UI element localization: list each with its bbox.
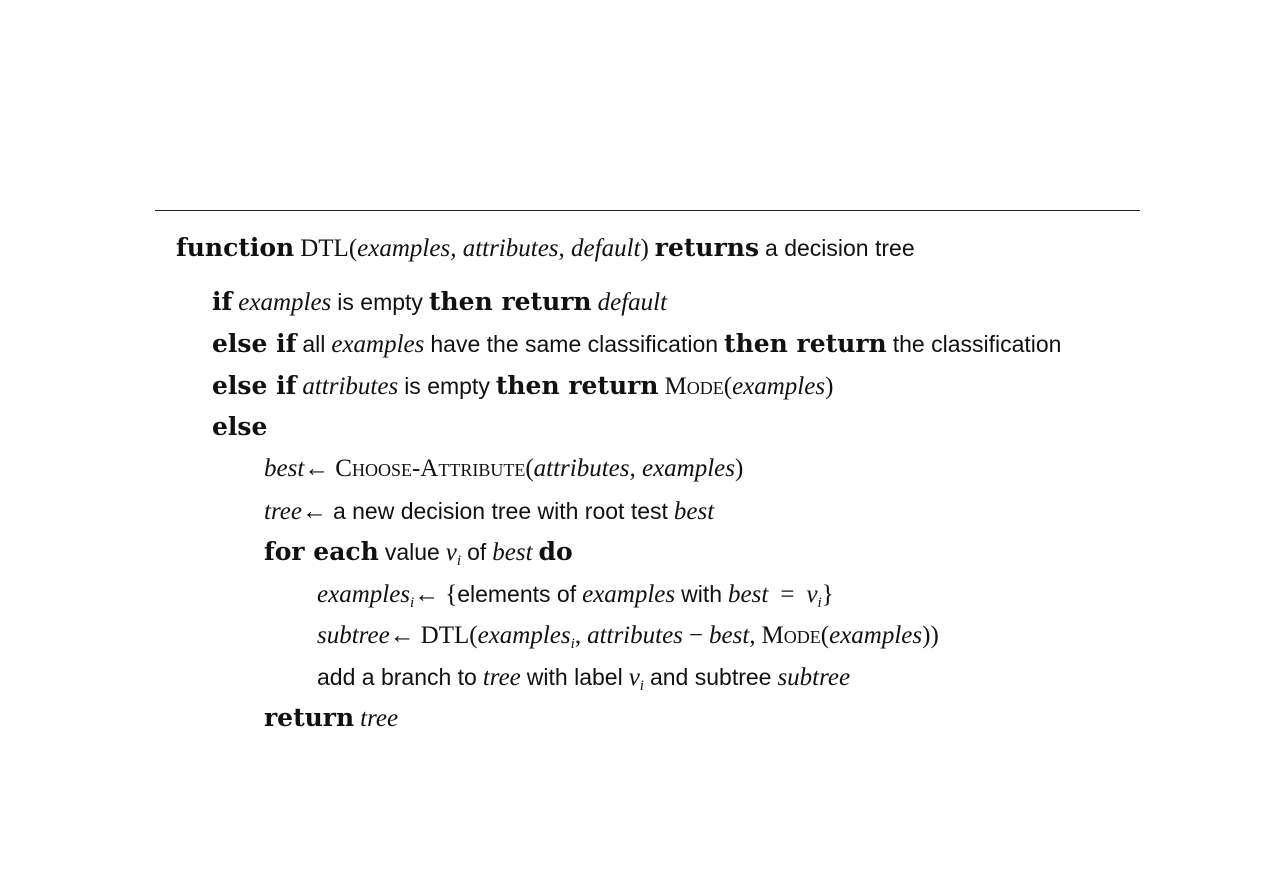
subscript-i: i — [817, 595, 822, 611]
top-rule — [155, 210, 1140, 211]
keyword-else: else — [212, 412, 268, 441]
function-mode: Mode — [664, 373, 724, 400]
function-args: examples, attributes, default — [357, 235, 641, 262]
call-args: attributes, examples — [533, 455, 736, 482]
paren-close: ) — [735, 455, 744, 482]
var-subtree: subtree — [777, 664, 851, 691]
var-examples: examples — [829, 622, 923, 649]
paren-open: ( — [723, 373, 733, 400]
line-examples-i — [317, 579, 834, 618]
text-all: all — [302, 331, 326, 357]
text-elements-of: elements of — [457, 581, 577, 607]
keyword-then-return: then return — [724, 329, 887, 358]
keyword-function: function — [176, 233, 295, 262]
text-the-classification: the classification — [892, 331, 1062, 357]
var-v: v — [445, 539, 457, 566]
paren-close: )) — [922, 622, 939, 649]
var-examples: examples — [238, 289, 332, 316]
keyword-else-if: else if — [212, 371, 297, 400]
text-of: of — [467, 539, 487, 565]
function-choose-attribute: Choose-Attribute — [335, 455, 526, 482]
left-arrow-icon: ← — [304, 455, 330, 482]
var-examples: examples — [317, 581, 411, 608]
text-add-branch: add a branch to — [317, 664, 477, 690]
line-for-each — [264, 537, 573, 576]
text-with-label: with label — [526, 664, 623, 690]
var-best: best — [264, 455, 305, 482]
subscript-i: i — [639, 678, 644, 694]
subscript-i: i — [456, 553, 462, 569]
line-attributes-empty — [212, 371, 833, 402]
line-same-classification — [212, 329, 1061, 360]
var-v: v — [806, 581, 818, 608]
line-subtree-assign — [317, 621, 939, 659]
text-with: with — [681, 581, 723, 607]
return-type: a decision tree — [765, 235, 915, 261]
function-name: DTL — [300, 235, 349, 262]
line-else — [212, 412, 267, 443]
var-examples: examples — [732, 373, 826, 400]
var-best: best — [728, 581, 769, 608]
function-header — [176, 233, 915, 264]
paren-close: ) — [640, 235, 649, 262]
left-arrow-icon: ← — [301, 498, 327, 525]
var-examples: examples — [582, 581, 676, 608]
text-same-classification: have the same classification — [430, 331, 719, 357]
line-return-tree — [264, 703, 398, 734]
var-examples: examples — [331, 331, 425, 358]
var-attributes: attributes — [302, 373, 399, 400]
var-tree: tree — [264, 498, 302, 525]
brace-close: } — [821, 581, 834, 608]
text-is-empty: is empty — [404, 373, 490, 399]
function-mode: Mode — [761, 622, 821, 649]
text-value: value — [384, 539, 440, 565]
var-v: v — [628, 664, 640, 691]
var-best: best — [673, 498, 715, 525]
keyword-else-if: else if — [212, 329, 297, 358]
subscript-i: i — [570, 636, 575, 652]
paren-open: ( — [525, 455, 534, 482]
var-attributes: attributes — [587, 622, 683, 649]
left-arrow-icon: ← — [414, 581, 440, 608]
var-tree: tree — [482, 664, 521, 691]
keyword-returns: returns — [654, 233, 760, 262]
text-and-subtree: and subtree — [649, 664, 772, 690]
paren-open: ( — [820, 622, 830, 649]
var-best: best, — [709, 622, 756, 649]
var-tree: tree — [360, 705, 399, 732]
line-best-assign — [264, 454, 743, 484]
line-tree-assign — [264, 496, 714, 527]
line-if-empty — [212, 287, 667, 318]
minus-sign: − — [688, 622, 704, 649]
text-new-decision-tree: a new decision tree with root test — [332, 498, 668, 524]
left-arrow-icon: ← — [389, 622, 415, 649]
subscript-i: i — [410, 595, 415, 611]
keyword-then-return: then return — [495, 371, 659, 400]
keyword-return: return — [264, 703, 355, 732]
paren-close: ) — [825, 373, 834, 400]
line-add-branch — [317, 662, 850, 701]
keyword-if: if — [212, 287, 233, 316]
var-subtree: subtree — [317, 622, 390, 649]
equals-sign: = — [780, 581, 795, 608]
brace-open: { — [445, 581, 458, 608]
comma: , — [574, 622, 582, 649]
var-default: default — [597, 289, 668, 316]
paren-open: ( — [469, 622, 478, 649]
text-is-empty: is empty — [337, 289, 423, 315]
function-dtl: DTL — [420, 622, 470, 649]
keyword-for-each: for each — [264, 537, 379, 566]
keyword-then-return: then return — [428, 287, 592, 316]
keyword-do: do — [538, 537, 573, 566]
paren-open: ( — [348, 235, 358, 262]
var-best: best — [492, 539, 533, 566]
var-examples: examples — [477, 622, 571, 649]
